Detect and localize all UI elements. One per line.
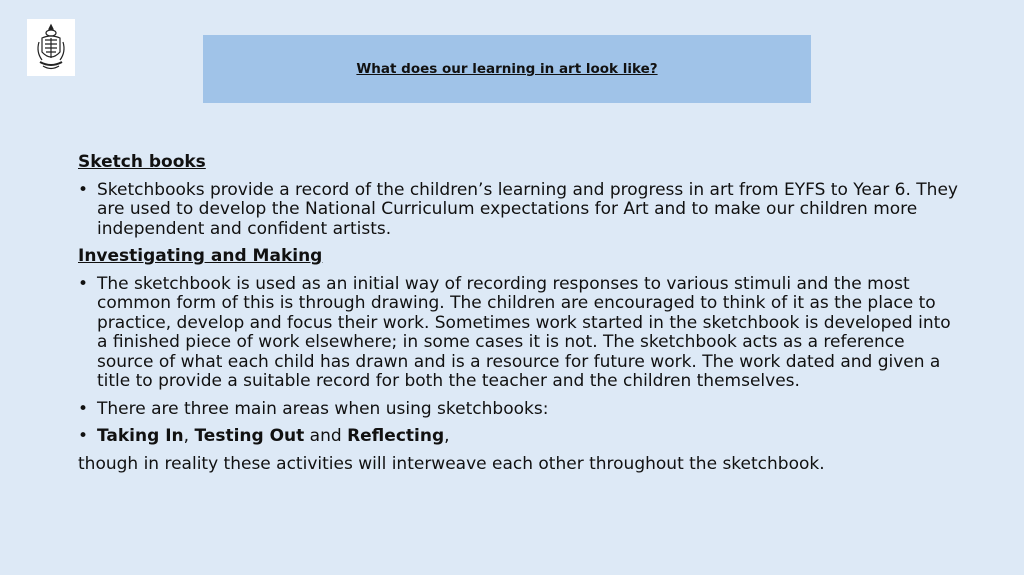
slide-body: [78, 153, 958, 474]
bullet-sketchbooks-record: • Sketchbooks provide a record of the children’s learning and progress in art from EYFS to Year 6. They are used to develop the National Curriculum expectations for Art and to make our children more independent and confident artists.: [78, 181, 958, 240]
section-heading-sketch-books: Sketch books: [78, 152, 206, 172]
bullet-sketchbook-usage: • The sketchbook is used as an initial way of recording responses to various stimuli and the most common form of this is through drawing. The children are encouraged to think of it as the place to practice, develop and focus their work. Sometimes work started in the sketchbook is developed into a finished piece of work elsewhere; in some cases it is not. The sketchbook acts as a reference source of what each child has drawn and is a resource for future work. The work dated and given a title to provide a suitable record for both the teacher and the children themselves.: [78, 275, 958, 392]
title-banner: [203, 35, 811, 103]
section-heading-investigating: Investigating and Making: [78, 246, 323, 266]
area-reflecting: Reflecting: [347, 426, 445, 446]
area-taking-in: Taking In: [97, 426, 184, 446]
closing-text: though in reality these activities will interweave each other throughout the sketchbook.: [78, 453, 825, 474]
area-testing-out: Testing Out: [194, 426, 305, 446]
school-crest-icon: [34, 22, 68, 74]
bullet-areas-list: [78, 427, 958, 447]
bullet-three-areas: • There are three main areas when using sketchbooks:: [78, 400, 958, 420]
area-separator-2: and: [304, 426, 348, 446]
area-list-end: ,: [444, 426, 450, 446]
school-logo: [27, 19, 75, 76]
area-separator-1: ,: [183, 426, 195, 446]
slide-title: What does our learning in art look like?: [356, 61, 658, 77]
